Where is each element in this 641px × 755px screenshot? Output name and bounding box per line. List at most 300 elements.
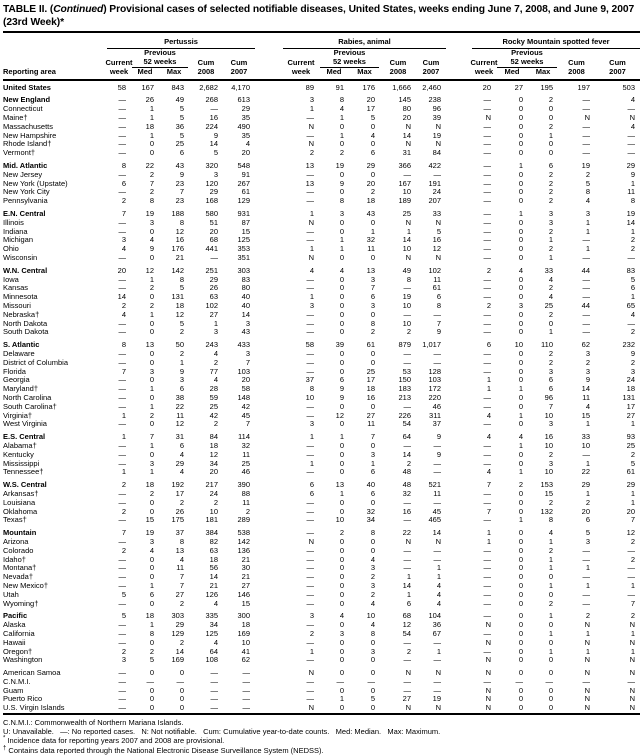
value-cell: N [485, 620, 491, 630]
reporting-area-cell: Massachusetts [3, 121, 54, 131]
column-spacer [255, 656, 283, 665]
table-row [3, 420, 640, 429]
current-week-header: Current week [470, 58, 498, 76]
value-cell: 27 [175, 589, 184, 599]
value-cell: 0 [518, 178, 523, 188]
reporting-area-cell: United States [3, 82, 51, 92]
value-cell: 126 [205, 589, 218, 599]
value-cell: 11 [582, 392, 590, 402]
value-cell: 0 [179, 668, 184, 678]
value-cell: 0 [518, 668, 523, 678]
value-cell: N [435, 536, 441, 546]
value-cell: 9 [436, 432, 441, 442]
value-cell: 153 [540, 480, 553, 490]
value-cell: 0 [339, 187, 344, 197]
value-cell: 1 [149, 104, 154, 114]
value-cell: — [582, 148, 590, 158]
value-cell: — [306, 235, 314, 245]
value-cell: 23 [175, 178, 184, 188]
value-cell: 93 [626, 432, 635, 442]
value-cell: 0 [370, 637, 375, 647]
value-cell: 11 [367, 419, 375, 429]
column-spacer [255, 276, 283, 285]
value-cell: 243 [205, 340, 218, 350]
value-cell: 0 [339, 301, 344, 311]
column-spacer [446, 33, 472, 79]
column-spacer [446, 236, 472, 245]
value-cell: 0 [339, 685, 344, 695]
column-spacer [446, 385, 472, 394]
value-cell: 183 [398, 384, 411, 394]
value-cell: — [118, 349, 126, 358]
value-cell: 142 [237, 536, 250, 546]
value-cell: — [118, 554, 126, 564]
value-cell: 91 [241, 169, 250, 179]
value-cell: — [118, 563, 126, 573]
value-cell: 9 [179, 169, 184, 179]
value-cell: 2 [548, 357, 553, 367]
value-cell: 0 [518, 196, 523, 206]
column-spacer [446, 311, 472, 320]
value-cell: — [627, 253, 635, 263]
value-cell: 0 [518, 401, 523, 411]
value-cell: 10 [209, 506, 218, 516]
value-cell: 1 [548, 628, 553, 638]
value-cell: 12 [335, 410, 344, 420]
table-row [3, 276, 640, 285]
footnote: C.N.M.I.: Commonwealth of Northern Mariana Islands. [3, 718, 184, 728]
value-cell: 220 [428, 392, 441, 402]
value-cell: 7 [149, 432, 154, 442]
value-cell: — [483, 209, 491, 219]
value-cell: — [582, 121, 590, 131]
value-cell: — [118, 187, 126, 197]
value-cell: 16 [402, 506, 411, 516]
table-row [3, 376, 640, 385]
value-cell: 1 [630, 497, 635, 507]
value-cell: 4 [548, 292, 553, 302]
column-spacer [446, 490, 472, 499]
value-cell: 12 [175, 419, 184, 429]
value-cell: 0 [370, 169, 375, 179]
table-row [3, 516, 640, 525]
value-cell: — [582, 327, 590, 337]
value-cell: 68 [209, 235, 218, 245]
value-cell: 18 [175, 301, 184, 311]
value-cell: 31 [175, 432, 184, 442]
value-cell: 3 [339, 209, 344, 219]
value-cell: — [403, 169, 411, 179]
value-cell: 2 [548, 95, 553, 105]
value-cell: 14 [402, 580, 411, 590]
table-row [3, 665, 640, 678]
value-cell: 9 [179, 366, 184, 376]
value-cell: 3 [585, 349, 590, 358]
value-cell: — [483, 646, 491, 656]
value-cell: — [545, 676, 553, 686]
value-cell: 37 [305, 375, 314, 385]
value-cell: — [306, 655, 314, 665]
value-cell: 7 [179, 187, 184, 197]
column-spacer [255, 328, 283, 337]
value-cell: 20 [366, 95, 375, 105]
value-cell: 4 [548, 528, 553, 538]
value-cell: 43 [366, 209, 375, 219]
value-cell: 8 [370, 528, 375, 538]
value-cell: 1 [585, 226, 590, 236]
value-cell: 41 [241, 646, 250, 656]
value-cell: 7 [486, 480, 491, 490]
med-header: Med [326, 66, 342, 76]
value-cell: 2 [121, 196, 126, 206]
value-cell: 2 [149, 187, 154, 197]
column-spacer [255, 547, 283, 556]
table-row [3, 394, 640, 403]
value-cell: 188 [171, 209, 184, 219]
value-cell: 27 [626, 410, 635, 420]
value-cell: 21 [241, 572, 250, 582]
value-cell: N [629, 668, 635, 678]
value-cell: — [403, 309, 411, 319]
value-cell: 0 [518, 121, 523, 131]
value-cell: 1 [486, 384, 491, 394]
value-cell: 6 [370, 467, 375, 477]
table-row [3, 197, 640, 206]
value-cell: 2 [585, 611, 590, 621]
column-spacer [446, 695, 472, 704]
value-cell: 17 [366, 375, 375, 385]
value-cell: 0 [339, 497, 344, 507]
value-cell: 32 [241, 440, 250, 450]
value-cell: — [483, 235, 491, 245]
reporting-area-cell: Florida [3, 366, 26, 376]
value-cell: 11 [627, 187, 635, 197]
value-cell: — [242, 703, 250, 713]
value-cell: 9 [149, 244, 154, 254]
value-cell: 0 [518, 187, 523, 197]
value-cell: 8 [339, 95, 344, 105]
value-cell: 0 [518, 488, 523, 498]
value-cell: — [627, 148, 635, 158]
value-cell: 167 [398, 178, 411, 188]
value-cell: 4,170 [231, 82, 250, 92]
cum-2008-header: Cum 2008 [568, 58, 585, 76]
table-row [3, 556, 640, 565]
value-cell: 5 [179, 113, 184, 123]
value-cell: 131 [171, 292, 184, 302]
value-cell: — [433, 685, 441, 695]
value-cell: 300 [237, 611, 250, 621]
value-cell: — [118, 357, 126, 367]
value-cell: N [405, 253, 411, 263]
value-cell: 1 [121, 410, 126, 420]
value-cell: 1 [585, 488, 590, 498]
value-cell: 1 [179, 357, 184, 367]
reporting-area-cell: Texas† [3, 515, 27, 525]
value-cell: 3 [213, 327, 218, 337]
value-cell: 5 [630, 458, 635, 468]
value-cell: — [306, 497, 314, 507]
table-row [3, 254, 640, 263]
value-cell: — [306, 327, 314, 337]
value-cell: 2 [548, 244, 553, 254]
value-cell: 0 [548, 685, 553, 695]
value-cell: 3 [179, 375, 184, 385]
table-row [3, 105, 640, 114]
value-cell: 4 [630, 121, 635, 131]
value-cell: — [582, 253, 590, 263]
value-cell: 0 [149, 449, 154, 459]
value-cell: 6 [370, 148, 375, 158]
value-cell: 172 [428, 384, 441, 394]
value-cell: 12 [175, 226, 184, 236]
value-cell: — [483, 104, 491, 114]
value-cell: 16 [366, 392, 375, 402]
value-cell: 5 [585, 178, 590, 188]
value-cell: 1 [149, 401, 154, 411]
value-cell: 4 [179, 554, 184, 564]
value-cell: 1 [630, 178, 635, 188]
value-cell: 1 [518, 515, 523, 525]
value-cell: 9 [436, 449, 441, 459]
value-cell: 0 [518, 253, 523, 263]
reporting-area-cell: California [3, 628, 35, 638]
column-spacer [255, 451, 283, 460]
value-cell: 4 [436, 598, 441, 608]
table-row [3, 630, 640, 639]
disease-header-row [3, 33, 640, 49]
column-spacer [446, 573, 472, 582]
value-cell: 38 [175, 392, 184, 402]
column-spacer [446, 460, 472, 469]
value-cell: 142 [171, 265, 184, 275]
value-cell: 14 [209, 572, 218, 582]
column-spacer [255, 228, 283, 237]
reporting-area-cell: Nebraska† [3, 309, 40, 319]
column-spacer [446, 403, 472, 412]
value-cell: — [118, 515, 126, 525]
value-cell: 33 [544, 265, 553, 275]
value-cell: 2 [406, 458, 411, 468]
value-cell: 0 [339, 563, 344, 573]
value-cell: 19 [432, 130, 441, 140]
value-cell: 39 [335, 340, 344, 350]
column-spacer [255, 81, 283, 93]
value-cell: N [308, 139, 314, 149]
value-cell: 19 [402, 292, 411, 302]
value-cell: 580 [205, 209, 218, 219]
value-cell: 9 [436, 327, 441, 337]
value-cell: N [405, 121, 411, 131]
value-cell: 8 [121, 161, 126, 171]
table-row [3, 368, 640, 377]
value-cell: — [483, 95, 491, 105]
value-cell: 0 [339, 589, 344, 599]
value-cell: — [433, 497, 441, 507]
value-cell: 3 [585, 536, 590, 546]
column-spacer [446, 412, 472, 421]
table-row [3, 359, 640, 368]
value-cell: 37 [175, 528, 184, 538]
column-spacer [446, 608, 472, 621]
value-cell: 2 [548, 226, 553, 236]
value-cell: 2 [548, 598, 553, 608]
reporting-area-cell: New Hampshire [3, 130, 57, 140]
value-cell: 2 [179, 598, 184, 608]
value-cell: 4 [436, 580, 441, 590]
value-cell: — [306, 467, 314, 477]
value-cell: 103 [237, 366, 250, 376]
value-cell: 8 [406, 274, 411, 284]
value-cell: — [210, 668, 218, 678]
value-cell: — [483, 283, 491, 293]
value-cell: — [176, 676, 184, 686]
value-cell: — [306, 563, 314, 573]
value-cell: — [118, 676, 126, 686]
value-cell: 49 [402, 265, 411, 275]
value-cell: 19 [335, 161, 344, 171]
value-cell: 2 [370, 187, 375, 197]
value-cell: 0 [149, 703, 154, 713]
value-cell: N [405, 217, 411, 227]
value-cell: — [118, 226, 126, 236]
column-spacer [446, 630, 472, 639]
value-cell: 2 [339, 528, 344, 538]
value-cell: 10 [402, 187, 411, 197]
column-spacer [255, 171, 283, 180]
value-cell: 13 [305, 161, 314, 171]
reporting-area-cell: Hawaii [3, 637, 26, 647]
value-cell: 32 [366, 235, 375, 245]
value-cell: 1 [309, 432, 314, 442]
table-row [3, 678, 640, 687]
table-row [3, 468, 640, 477]
value-cell: 9 [339, 392, 344, 402]
reporting-area-cell: Maryland† [3, 384, 39, 394]
value-cell: 0 [149, 572, 154, 582]
column-spacer [446, 284, 472, 293]
value-cell: 4 [436, 589, 441, 599]
cum-2007-header: Cum 2007 [230, 58, 248, 76]
value-cell: — [118, 384, 126, 394]
value-cell: 19 [145, 209, 154, 219]
value-cell: 6 [370, 488, 375, 498]
value-cell: 181 [205, 515, 218, 525]
value-cell: — [403, 440, 411, 450]
value-cell: 29 [626, 161, 635, 171]
value-cell: 2 [370, 589, 375, 599]
value-cell: 19 [581, 161, 590, 171]
value-cell: — [118, 130, 126, 140]
value-cell: 3 [149, 536, 154, 546]
column-spacer [446, 704, 472, 713]
value-cell: 1 [121, 467, 126, 477]
value-cell: 22 [175, 401, 184, 411]
value-cell: 34 [209, 458, 218, 468]
value-cell: 1 [121, 432, 126, 442]
value-cell: 0 [149, 554, 154, 564]
value-cell: 8 [149, 628, 154, 638]
column-spacer [446, 123, 472, 132]
column-spacer [446, 525, 472, 538]
table-row [3, 621, 640, 630]
value-cell: — [515, 676, 523, 686]
value-cell: — [210, 104, 218, 114]
value-cell: 320 [205, 161, 218, 171]
value-cell: 0 [339, 318, 344, 328]
value-cell: 1 [548, 580, 553, 590]
value-cell: 33 [432, 209, 441, 219]
value-cell: N [435, 217, 441, 227]
value-cell: 1 [630, 628, 635, 638]
column-spacer [255, 556, 283, 565]
value-cell: 0 [518, 366, 523, 376]
value-cell: 7 [370, 432, 375, 442]
value-cell: 0 [339, 366, 344, 376]
table-row [3, 639, 640, 648]
value-cell: 2 [121, 545, 126, 555]
value-cell: 0 [518, 528, 523, 538]
value-cell: 217 [205, 480, 218, 490]
value-cell: 0 [370, 536, 375, 546]
table-row [3, 451, 640, 460]
value-cell: 2 [630, 449, 635, 459]
value-cell: 2 [548, 178, 553, 188]
value-cell: 6 [121, 178, 126, 188]
value-cell: 0 [518, 113, 523, 123]
value-cell: 3 [339, 628, 344, 638]
value-cell: — [306, 676, 314, 686]
reporting-area-cell: Louisiana [3, 497, 36, 507]
value-cell: 0 [339, 292, 344, 302]
value-cell: 5 [436, 226, 441, 236]
value-cell: 27 [366, 410, 375, 420]
value-cell: 128 [428, 366, 441, 376]
column-spacer [255, 460, 283, 469]
value-cell: 1 [585, 217, 590, 227]
value-cell: 11 [242, 449, 250, 459]
value-cell: 0 [518, 655, 523, 665]
value-cell: 931 [237, 209, 250, 219]
med-header: Med [137, 66, 153, 76]
value-cell: 120 [205, 178, 218, 188]
value-cell: — [118, 628, 126, 638]
value-cell: 51 [209, 217, 218, 227]
column-spacer [446, 350, 472, 359]
value-cell: 2 [179, 637, 184, 647]
value-cell: N [584, 668, 590, 678]
reporting-area-cell: Idaho† [3, 554, 26, 564]
reporting-area-cell: Puerto Rico [3, 694, 43, 704]
value-cell: — [118, 283, 126, 293]
table-row [3, 525, 640, 538]
value-cell: 0 [518, 694, 523, 704]
column-spacer [446, 442, 472, 451]
value-cell: 1 [548, 253, 553, 263]
value-cell: 2 [630, 357, 635, 367]
value-cell: 62 [581, 340, 590, 350]
value-cell: 32 [366, 506, 375, 516]
value-cell: — [483, 148, 491, 158]
column-spacer [255, 92, 283, 105]
value-cell: 4 [370, 598, 375, 608]
value-cell: 1 [486, 375, 491, 385]
value-cell: — [306, 449, 314, 459]
value-cell: — [118, 580, 126, 590]
value-cell: 4 [548, 274, 553, 284]
value-cell: 1 [585, 458, 590, 468]
value-cell: — [306, 580, 314, 590]
